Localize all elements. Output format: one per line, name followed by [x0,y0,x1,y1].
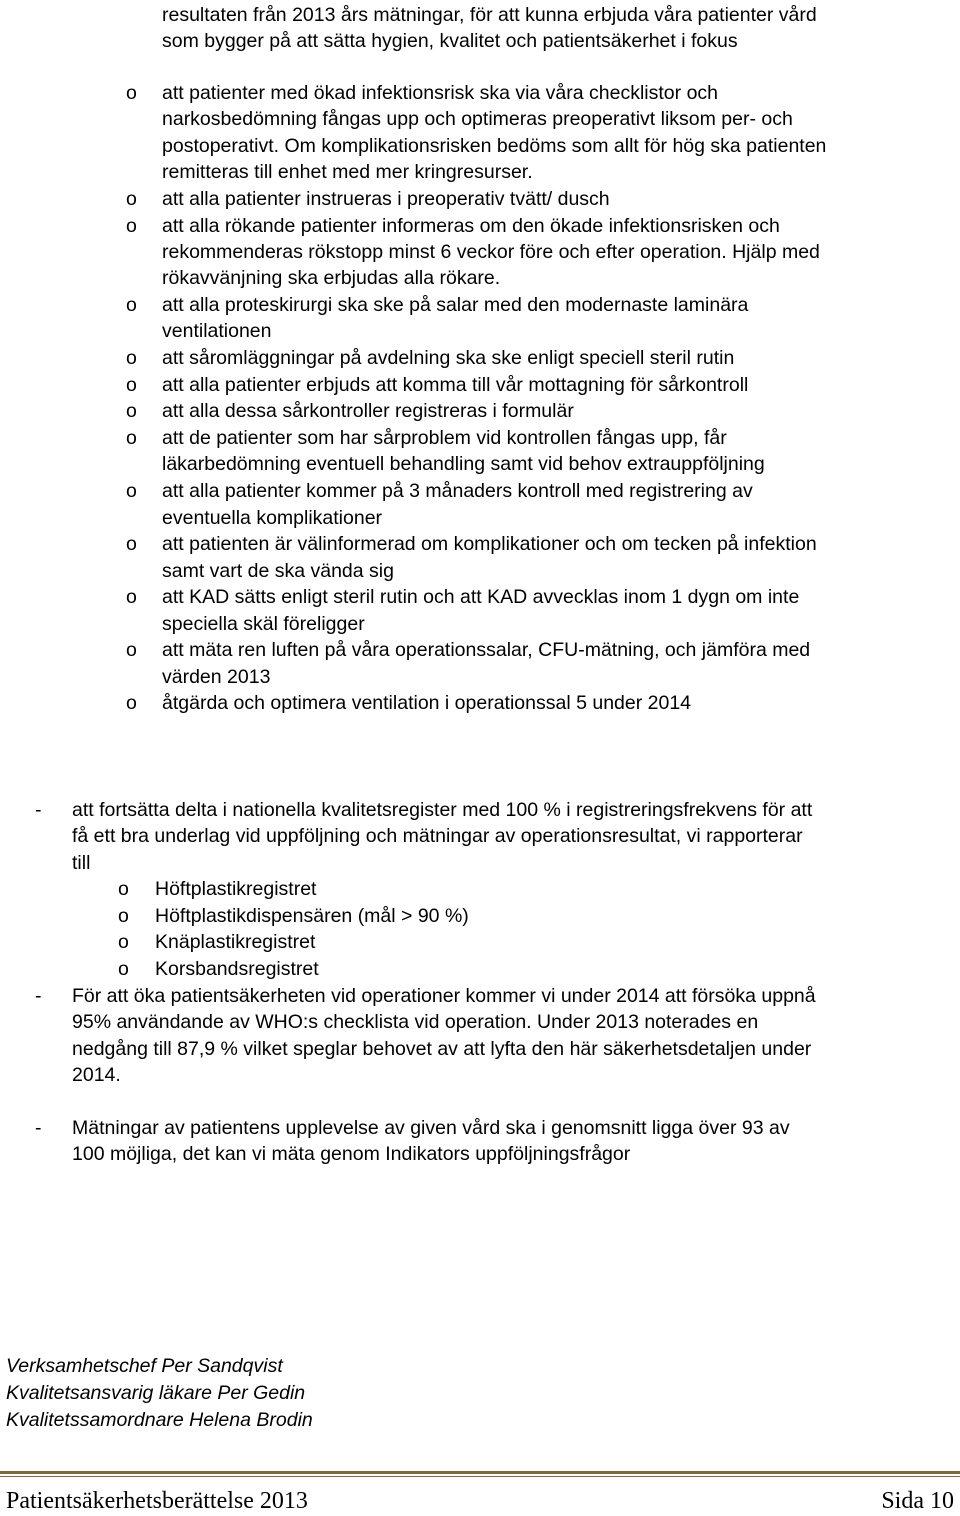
list-item-line: 100 möjliga, det kan vi mäta genom Indikators uppföljningsfrågor [72,1143,631,1165]
list-item-line: rökavvänjning ska erbjudas alla rökare. [162,267,501,289]
bullet-marker: o [126,480,137,502]
list-item-line: till [72,852,91,874]
list-item-line: att såromläggningar på avdelning ska ske enligt speciell steril rutin [162,347,735,369]
list-item-line: För att öka patientsäkerheten vid operationer kommer vi under 2014 att försöka uppnå [72,985,816,1007]
bullet-marker: o [126,347,137,369]
list-item-line: att alla dessa sårkontroller registreras i formulär [162,400,574,422]
bullet-marker: o [126,533,137,555]
bullet-marker: o [118,958,129,980]
list-item-line: rekommenderas rökstopp minst 6 veckor före och efter operation. Hjälp med [162,241,820,263]
list-item-line: att patienten är välinformerad om komplikationer och om tecken på infektion [162,533,817,555]
bullet-marker: o [118,878,129,900]
bullet-marker: o [126,427,137,449]
list-item-line: att de patienter som har sårproblem vid kontrollen fångas upp, får [162,427,727,449]
list-item-line: 95% användande av WHO:s checklista vid operation. Under 2013 noterades en [72,1011,759,1033]
dash-marker: - [35,1117,42,1139]
page-number: Sida 10 [881,1488,954,1514]
list-item-line: värden 2013 [162,666,271,688]
list-item-line: att alla patienter erbjuds att komma till vår mottagning för sårkontroll [162,374,749,396]
intro-line-2: som bygger på att sätta hygien, kvalitet och patientsäkerhet i fokus [162,30,738,52]
footer-divider [0,1471,960,1474]
bullet-marker: o [126,374,137,396]
list-item-line: läkarbedömning eventuell behandling samt vid behov extrauppföljning [162,453,765,475]
footer-divider-thin [0,1476,960,1477]
dash-marker: - [35,799,42,821]
list-item-line: få ett bra underlag vid uppföljning och mätningar av operationsresultat, vi rapporterar [72,825,803,847]
list-item-line: remitteras till enhet med mer kringresurser. [162,161,533,183]
bullet-marker: o [126,82,137,104]
register-item: Knäplastikregistret [155,931,316,953]
signature-line: Kvalitetsansvarig läkare Per Gedin [6,1382,306,1404]
signature-line: Kvalitetssamordnare Helena Brodin [6,1409,313,1431]
bullet-marker: o [118,931,129,953]
list-item-line: speciella skäl föreligger [162,613,365,635]
list-item-line: samt vart de ska vända sig [162,560,394,582]
bullet-marker: o [126,294,137,316]
list-item-line: att KAD sätts enligt steril rutin och att KAD avvecklas inom 1 dygn om inte [162,586,800,608]
list-item-line: narkosbedömning fångas upp och optimeras preoperativt liksom per- och [162,108,793,130]
intro-line-1: resultaten från 2013 års mätningar, för att kunna erbjuda våra patienter vård [162,4,817,26]
register-item: Höftplastikdispensären (mål > 90 %) [155,905,469,927]
bullet-marker: o [126,400,137,422]
list-item-line: att alla rökande patienter informeras om den ökade infektionsrisken och [162,215,780,237]
bullet-marker: o [126,586,137,608]
footer-title: Patientsäkerhetsberättelse 2013 [6,1488,308,1514]
signature-line: Verksamhetschef Per Sandqvist [6,1355,283,1377]
list-item-line: eventuella komplikationer [162,507,383,529]
list-item-line: att alla proteskirurgi ska ske på salar med den modernaste laminära [162,294,749,316]
register-item: Höftplastikregistret [155,878,317,900]
list-item-line: att patienter med ökad infektionsrisk ska via våra checklistor och [162,82,719,104]
bullet-marker: o [126,692,137,714]
list-item-line: att alla patienter kommer på 3 månaders kontroll med registrering av [162,480,753,502]
list-item-line: att mäta ren luften på våra operationssalar, CFU-mätning, och jämföra med [162,639,811,661]
bullet-marker: o [118,905,129,927]
bullet-marker: o [126,215,137,237]
dash-marker: - [35,985,42,1007]
bullet-marker: o [126,188,137,210]
list-item-line: 2014. [72,1064,121,1086]
list-item-line: Mätningar av patientens upplevelse av given vård ska i genomsnitt ligga över 93 av [72,1117,790,1139]
list-item-line: ventilationen [162,320,272,342]
list-item-line: att fortsätta delta i nationella kvalitetsregister med 100 % i registreringsfrekvens för att [72,799,813,821]
bullet-marker: o [126,639,137,661]
list-item-line: postoperativt. Om komplikationsrisken bedöms som allt för hög ska patienten [162,135,827,157]
list-item-line: åtgärda och optimera ventilation i operationssal 5 under 2014 [162,692,692,714]
register-item: Korsbandsregistret [155,958,319,980]
list-item-line: att alla patienter instrueras i preoperativ tvätt/ dusch [162,188,610,210]
list-item-line: nedgång till 87,9 % vilket speglar behovet av att lyfta den här säkerhetsdetaljen under [72,1038,812,1060]
